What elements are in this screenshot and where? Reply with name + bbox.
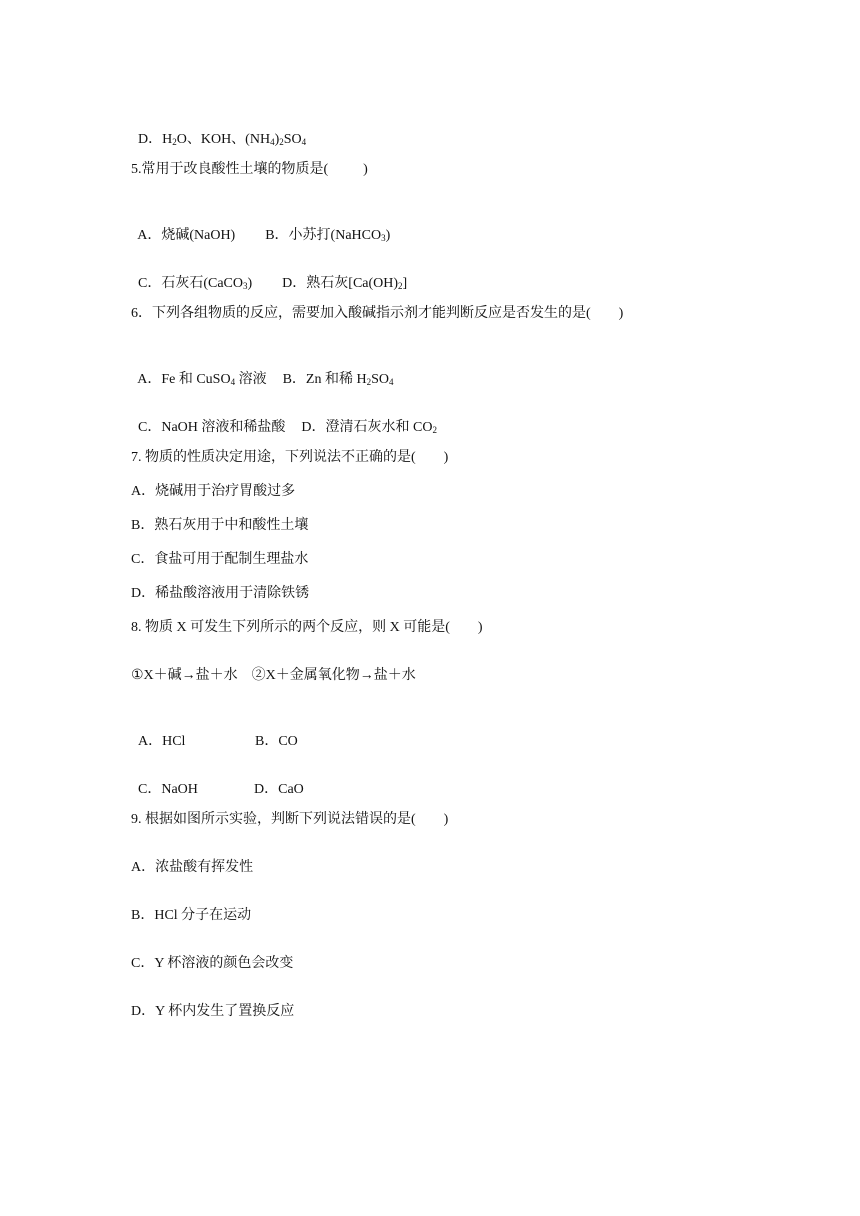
option-c: C．石灰石(CaCO$_3$) — [138, 276, 253, 291]
question-9-option-c: C．Y 杯溶液的颜色会改变 — [131, 956, 294, 971]
option-a: A．Fe 和 CuSO$_4$ 溶液 — [137, 372, 267, 387]
question-7-option-d: D．稀盐酸溶液用于清除铁锈 — [131, 586, 310, 601]
question-7-option-c: C．食盐可用于配制生理盐水 — [131, 552, 309, 567]
option-d: D．CaO — [254, 782, 304, 797]
option-b: B．Zn 和稀 $H_2SO_4$ — [282, 372, 394, 387]
question-6-options-ab — [131, 353, 394, 389]
question-5-stem: 5.常用于改良酸性土壤的物质是( ) — [131, 162, 368, 177]
option-a: A．HCl — [138, 734, 186, 749]
question-6-stem: 6．下列各组物质的反应，需要加入酸碱指示剂才能判断反应是否发生的是( ) — [131, 306, 624, 321]
question-9-option-d: D．Y 杯内发生了置换反应 — [131, 1004, 295, 1019]
option-b: B．CO — [255, 734, 298, 749]
question-9-option-b: B．HCl 分子在运动 — [131, 908, 252, 923]
option-d: D．熟石灰$[Ca(OH)_2]$ — [282, 276, 408, 291]
question-8-reactions: ①X＋碱→盐＋水 ②X＋金属氧化物→盐＋水 — [131, 668, 416, 683]
option-c: C．NaOH 溶液和稀盐酸 — [138, 420, 286, 435]
question-8-stem: 8. 物质 X 可发生下列所示的两个反应，则 X 可能是( ) — [131, 620, 483, 635]
question-4-option-d: D．$H_2O$、KOH、$(NH_4)_2SO_4$ — [138, 132, 307, 147]
option-d: D．澄清石灰水和 $CO_2$ — [301, 420, 437, 435]
question-8-options-ab — [131, 715, 298, 751]
question-8-options-cd — [131, 763, 304, 799]
question-5-options-ab — [131, 209, 390, 245]
question-9-stem: 9. 根据如图所示实验，判断下列说法错误的是( ) — [131, 812, 449, 827]
question-7-option-a: A．烧碱用于治疗胃酸过多 — [131, 484, 296, 499]
option-a: A．烧碱(NaOH) — [137, 228, 236, 243]
question-7-stem: 7. 物质的性质决定用途，下列说法不正确的是( ) — [131, 450, 449, 465]
option-b: B．小苏打(NaHCO$_3$) — [265, 228, 391, 243]
question-9-option-a: A．浓盐酸有挥发性 — [131, 860, 254, 875]
question-7-option-b: B．熟石灰用于中和酸性土壤 — [131, 518, 309, 533]
question-6-options-cd — [131, 401, 437, 437]
question-5-options-cd — [131, 257, 407, 293]
option-c: C．NaOH — [138, 782, 198, 797]
